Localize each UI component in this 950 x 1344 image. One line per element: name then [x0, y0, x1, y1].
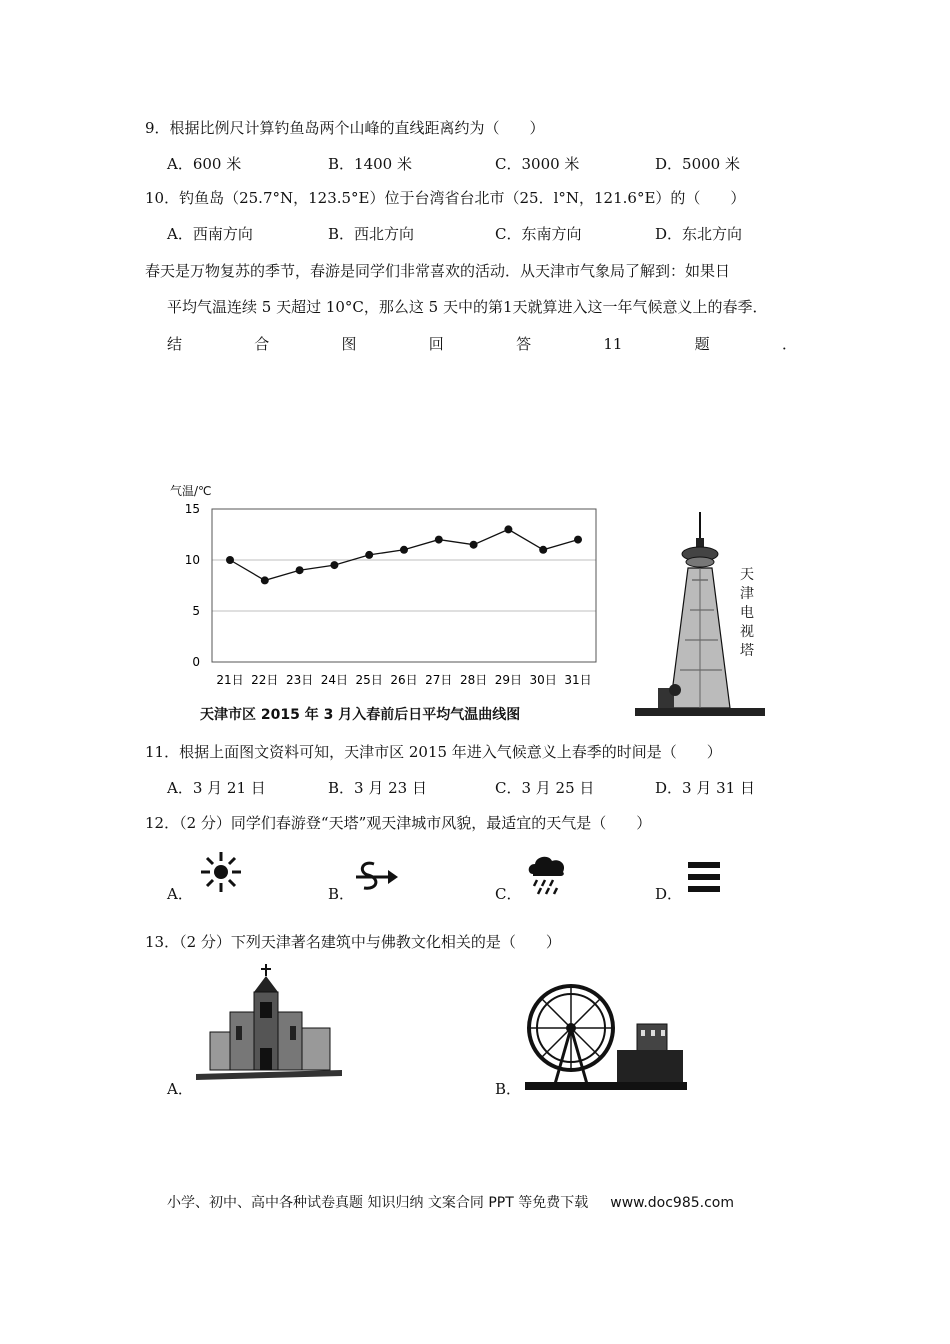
chart-title: 天津市区 2015 年 3 月入春前后日平均气温曲线图 — [200, 707, 521, 723]
rain-icon[interactable] — [525, 852, 569, 896]
chart-y-tick-label: 15 — [184, 502, 200, 516]
church-illustration[interactable] — [196, 962, 342, 1086]
temperature-line-chart — [160, 478, 610, 700]
chart-x-tick-label: 31日 — [564, 673, 592, 687]
question-12-option-a[interactable]: A． — [167, 885, 193, 903]
question-12-option-d[interactable]: D． — [655, 885, 683, 903]
chart-x-tick-label: 21日 — [216, 673, 244, 687]
intro-line-2: 平均气温连续 5 天超过 10°C，那么这 5 天中的第1天就算进入这一年气候意义上的春季． — [167, 298, 768, 316]
chart-data-point — [261, 576, 269, 584]
intro-word: 合 — [254, 335, 270, 353]
chart-x-tick-label: 29日 — [494, 673, 523, 687]
chart-data-point — [296, 566, 304, 574]
question-13-option-a[interactable]: A． — [167, 1080, 193, 1098]
page-footer — [167, 1192, 734, 1212]
question-9-option-a[interactable]: A．600 米 — [167, 155, 242, 173]
chart-data-point — [539, 546, 547, 554]
chart-x-tick-label: 26日 — [390, 673, 418, 687]
question-11-stem: 11．根据上面图文资料可知，天津市区 2015 年进入气候意义上春季的时间是（ ） — [145, 743, 722, 761]
question-10-option-c[interactable]: C．东南方向 — [495, 225, 582, 243]
question-13-stem: 13．（2 分）下列天津著名建筑中与佛教文化相关的是（ ） — [145, 933, 561, 951]
sunny-icon[interactable] — [198, 850, 244, 894]
chart-x-tick-label: 27日 — [425, 673, 453, 687]
fog-icon[interactable] — [686, 860, 722, 896]
chart-y-axis-label: 气温/℃ — [170, 484, 212, 498]
intro-word: ． — [781, 335, 797, 353]
intro-line-1: 春天是万物复苏的季节，春游是同学们非常喜欢的活动．从天津市气象局了解到：如果日 — [145, 262, 731, 280]
tower-label: 天 津 电 视 塔 — [740, 567, 754, 659]
chart-data-point — [504, 525, 512, 533]
question-12-stem: 12．（2 分）同学们春游登“天塔”观天津城市风貌，最适宜的天气是（ ） — [145, 814, 652, 832]
question-10-option-b[interactable]: B．西北方向 — [328, 225, 415, 243]
question-9-stem: 9．根据比例尺计算钓鱼岛两个山峰的直线距离约为（ ） — [145, 119, 545, 137]
chart-y-tick-label: 0 — [192, 655, 200, 669]
intro-word: 题 — [694, 335, 710, 353]
chart-series-line — [230, 529, 578, 580]
chart-plot-frame — [212, 509, 596, 662]
ferris-wheel-illustration[interactable] — [525, 972, 687, 1090]
footer-url[interactable]: www.doc985.com — [610, 1195, 734, 1211]
chart-x-tick-label: 30日 — [529, 673, 557, 687]
intro-word: 图 — [341, 335, 357, 353]
question-10-option-d[interactable]: D．东北方向 — [655, 225, 743, 243]
question-9-option-b[interactable]: B．1400 米 — [328, 155, 412, 173]
intro-word: 结 — [167, 335, 183, 353]
chart-data-point — [226, 556, 234, 564]
footer-text: 小学、初中、高中各种试卷真题 知识归纳 文案合同 PPT 等免费下载 — [167, 1195, 589, 1211]
chart-data-point — [365, 551, 373, 559]
chart-y-tick-label: 5 — [192, 604, 200, 618]
question-13-option-b[interactable]: B． — [495, 1080, 522, 1098]
question-10-option-a[interactable]: A．西南方向 — [167, 225, 253, 243]
chart-data-point — [574, 536, 582, 544]
chart-x-tick-label: 25日 — [355, 673, 383, 687]
intro-word: 答 — [516, 335, 532, 353]
question-10-stem: 10．钓鱼岛（25.7°N，123.5°E）位于台湾省台北市（25．l°N，121.6°E）的（ ） — [145, 189, 746, 207]
question-9-option-d[interactable]: D．5000 米 — [655, 155, 740, 173]
question-11-option-c[interactable]: C．3 月 25 日 — [495, 779, 595, 797]
chart-data-point — [470, 541, 478, 549]
chart-data-point — [400, 546, 408, 554]
question-12-option-b[interactable]: B． — [328, 885, 355, 903]
chart-y-tick-label: 10 — [184, 553, 200, 567]
chart-data-point — [435, 536, 443, 544]
intro-word: 回 — [428, 335, 444, 353]
question-9-option-c[interactable]: C．3000 米 — [495, 155, 580, 173]
chart-x-tick-label: 24日 — [320, 673, 349, 687]
sandstorm-icon[interactable] — [352, 858, 400, 896]
chart-x-tick-label: 22日 — [251, 673, 279, 687]
chart-x-tick-label: 23日 — [285, 673, 314, 687]
intro-word: 11 — [603, 335, 623, 353]
intro-line-3 — [167, 334, 797, 354]
question-11-option-b[interactable]: B．3 月 23 日 — [328, 779, 427, 797]
question-12-option-c[interactable]: C． — [495, 885, 522, 903]
chart-x-tick-label: 28日 — [459, 673, 488, 687]
chart-data-point — [330, 561, 338, 569]
question-11-option-a[interactable]: A．3 月 21 日 — [167, 779, 266, 797]
question-11-option-d[interactable]: D．3 月 31 日 — [655, 779, 755, 797]
